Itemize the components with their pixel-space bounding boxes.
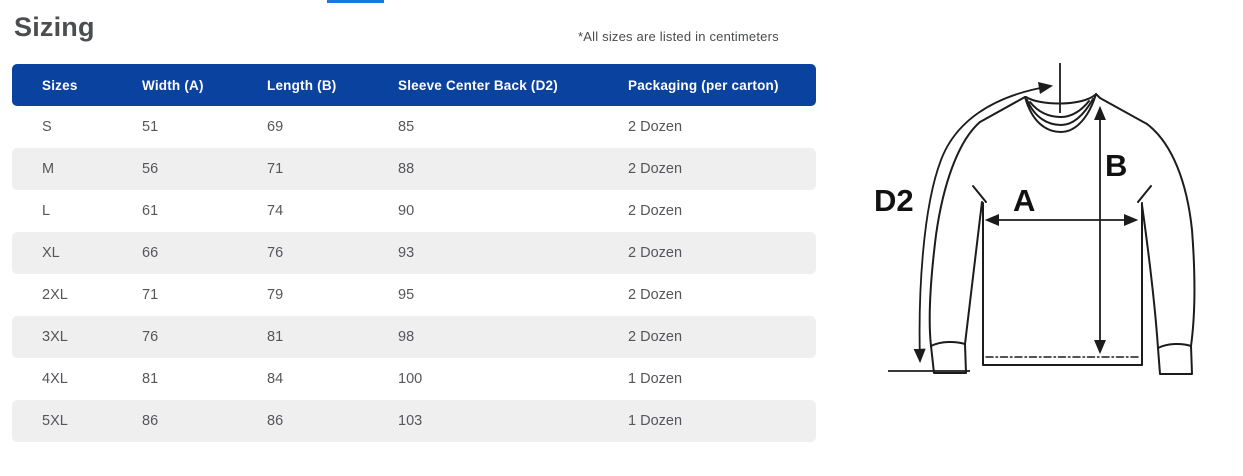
left-armpit-tick bbox=[973, 186, 986, 202]
header-cell-width: Width (A) bbox=[142, 77, 204, 93]
header-cell-sizes: Sizes bbox=[42, 77, 78, 93]
header-cell-packaging: Packaging (per carton) bbox=[628, 77, 779, 93]
cell-size: XL bbox=[42, 245, 60, 261]
shirt-diagram-svg bbox=[855, 55, 1243, 385]
cell-sleeve: 90 bbox=[398, 203, 415, 219]
cell-size: 5XL bbox=[42, 413, 68, 429]
cell-sleeve: 93 bbox=[398, 245, 415, 261]
cell-sleeve: 85 bbox=[398, 119, 415, 135]
cell-length: 81 bbox=[267, 329, 284, 345]
active-tab-indicator[interactable] bbox=[327, 0, 384, 3]
header-cell-length: Length (B) bbox=[267, 77, 337, 93]
table-row-s bbox=[12, 106, 816, 148]
b-label: B bbox=[1105, 148, 1128, 183]
table-header-row bbox=[12, 64, 816, 106]
cell-width: 56 bbox=[142, 161, 159, 177]
cell-width: 61 bbox=[142, 203, 159, 219]
table-row-4xl bbox=[12, 358, 816, 400]
cell-sleeve: 100 bbox=[398, 371, 423, 387]
header-cell-sleeve: Sleeve Center Back (D2) bbox=[398, 77, 558, 93]
cell-length: 74 bbox=[267, 203, 284, 219]
d2-label: D2 bbox=[874, 183, 914, 218]
cell-packaging: 1 Dozen bbox=[628, 371, 683, 387]
cell-width: 66 bbox=[142, 245, 159, 261]
cell-length: 79 bbox=[267, 287, 284, 303]
cell-sleeve: 103 bbox=[398, 413, 423, 429]
cell-length: 69 bbox=[267, 119, 284, 135]
cell-length: 84 bbox=[267, 371, 284, 387]
table-row-m bbox=[12, 148, 816, 190]
cell-width: 81 bbox=[142, 371, 159, 387]
cell-width: 51 bbox=[142, 119, 159, 135]
right-armpit-tick bbox=[1138, 186, 1151, 202]
cell-packaging: 2 Dozen bbox=[628, 203, 683, 219]
cell-sleeve: 88 bbox=[398, 161, 415, 177]
table-row-l bbox=[12, 190, 816, 232]
d2-sleeve-arrow bbox=[920, 86, 1051, 361]
sizing-table bbox=[12, 64, 816, 442]
cell-packaging: 2 Dozen bbox=[628, 161, 683, 177]
units-note: *All sizes are listed in centimeters bbox=[578, 29, 779, 44]
cell-size: 3XL bbox=[42, 329, 68, 345]
table-row-2xl bbox=[12, 274, 816, 316]
cell-packaging: 1 Dozen bbox=[628, 413, 683, 429]
cell-length: 71 bbox=[267, 161, 284, 177]
cell-length: 86 bbox=[267, 413, 284, 429]
cell-size: 4XL bbox=[42, 371, 68, 387]
cell-packaging: 2 Dozen bbox=[628, 287, 683, 303]
cell-width: 76 bbox=[142, 329, 159, 345]
page-title: Sizing bbox=[14, 12, 95, 42]
cell-length: 76 bbox=[267, 245, 284, 261]
cell-size: L bbox=[42, 203, 51, 219]
shirt-outline bbox=[930, 94, 1195, 374]
a-label: A bbox=[1013, 183, 1036, 218]
table-row-xl bbox=[12, 232, 816, 274]
cell-packaging: 2 Dozen bbox=[628, 119, 683, 135]
cell-size: S bbox=[42, 119, 52, 135]
cell-sleeve: 98 bbox=[398, 329, 415, 345]
table-row-3xl bbox=[12, 316, 816, 358]
cell-packaging: 2 Dozen bbox=[628, 245, 683, 261]
cell-sleeve: 95 bbox=[398, 287, 415, 303]
cell-size: 2XL bbox=[42, 287, 68, 303]
cell-width: 86 bbox=[142, 413, 159, 429]
cell-width: 71 bbox=[142, 287, 159, 303]
table-row-5xl bbox=[12, 400, 816, 442]
cell-size: M bbox=[42, 161, 55, 177]
shirt-measurement-diagram bbox=[855, 55, 1243, 385]
cell-packaging: 2 Dozen bbox=[628, 329, 683, 345]
